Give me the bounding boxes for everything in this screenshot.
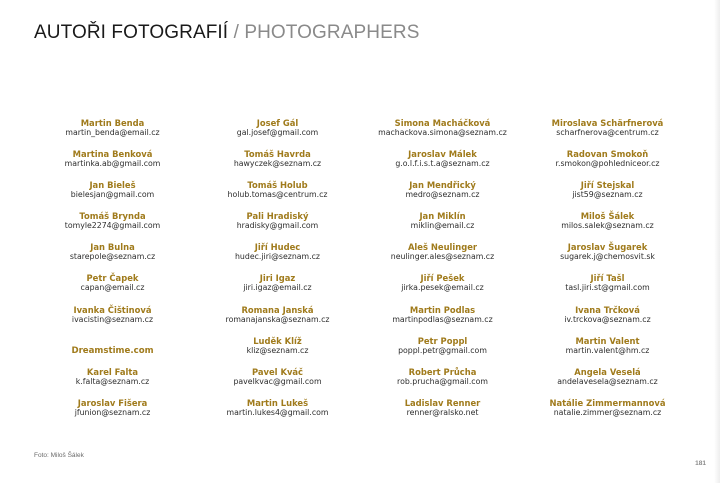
- photographer-name: Pavel Kváč: [251, 366, 304, 377]
- photographer-name: Pali Hradiský: [246, 211, 309, 222]
- photographer-email[interactable]: milos.salek@seznam.cz: [561, 221, 654, 231]
- photographer-entry: [30, 242, 195, 273]
- page-edge-shadow: [714, 0, 720, 483]
- photographer-entry: [525, 180, 690, 211]
- photographer-column-4: [525, 118, 690, 429]
- photographer-name: Tomáš Holub: [247, 180, 308, 191]
- photographer-name: Jan Miklín: [419, 211, 466, 222]
- photographer-email[interactable]: r.smokon@pohledniceor.cz: [555, 159, 660, 169]
- photographer-email[interactable]: hudec.jiri@seznam.cz: [234, 252, 321, 262]
- photographer-entry: [195, 305, 360, 336]
- photographer-email[interactable]: martin.lukes4@gmail.com: [226, 407, 329, 417]
- photographer-email[interactable]: natalie.zimmer@seznam.cz: [553, 407, 662, 417]
- photographer-entry: [30, 305, 195, 336]
- photographer-name: Jaroslav Fišera: [77, 397, 148, 408]
- photographer-entry: [525, 242, 690, 273]
- photographer-email[interactable]: ivacistin@seznam.cz: [71, 314, 154, 324]
- photographer-entry: [30, 180, 195, 211]
- photographer-entry: [360, 180, 525, 211]
- photographer-entry: [525, 336, 690, 367]
- photographer-name: Jiri Igaz: [259, 273, 296, 284]
- photographer-entry: [525, 367, 690, 398]
- title-separator: /: [228, 22, 245, 43]
- photographer-entry: [525, 149, 690, 180]
- photographer-entry: [195, 336, 360, 367]
- photographer-name: Miroslava Schärfnerová: [551, 118, 664, 128]
- photographer-name: Jiří Hudec: [254, 242, 301, 253]
- photographer-entry: [195, 273, 360, 304]
- photographer-name: Radovan Smokoň: [566, 149, 649, 160]
- photographer-email[interactable]: martin.valent@hm.cz: [565, 345, 650, 355]
- photographer-email[interactable]: jist59@seznam.cz: [572, 190, 643, 200]
- photographer-entry: [360, 149, 525, 180]
- photographer-name: Karel Falta: [86, 366, 139, 377]
- photographer-entry: [360, 367, 525, 398]
- photographer-email[interactable]: hradisky@gmail.com: [236, 221, 319, 231]
- photographer-email[interactable]: martinka.ab@gmail.com: [64, 159, 161, 169]
- photographer-email[interactable]: sugarek.j@chemosvit.sk: [560, 252, 655, 262]
- photographer-name: Ladislav Renner: [404, 397, 481, 408]
- photographer-entry: [360, 305, 525, 336]
- photographer-entry: [30, 118, 195, 149]
- photographer-name: Martin Benda: [80, 118, 145, 128]
- photographer-entry: [360, 118, 525, 149]
- photographer-name: Martin Valent: [575, 335, 640, 346]
- photographer-email[interactable]: capan@email.cz: [80, 283, 145, 293]
- photographer-email[interactable]: g.o.l.f.i.s.t.a@seznam.cz: [395, 159, 490, 169]
- photographer-email[interactable]: neulinger.ales@seznam.cz: [390, 252, 495, 262]
- photographer-email[interactable]: iv.trckova@seznam.cz: [564, 314, 651, 324]
- photographer-email[interactable]: jirka.pesek@email.cz: [401, 283, 484, 293]
- photographer-email[interactable]: tasl.jiri.st@gmail.com: [565, 283, 650, 293]
- photographer-name: Dreamstime.com: [71, 346, 154, 357]
- photographer-column-2: [195, 118, 360, 429]
- photographer-entry: [525, 305, 690, 336]
- photographer-name: Jaroslav Málek: [408, 149, 477, 160]
- photographer-email[interactable]: machackova.simona@seznam.cz: [378, 128, 507, 137]
- photographer-entry: [360, 242, 525, 273]
- photographer-entry: [360, 211, 525, 242]
- photo-credit-caption: Foto: Miloš Šálek: [34, 452, 84, 459]
- photographer-name: Petr Čapek: [86, 273, 139, 284]
- photographer-email[interactable]: martin_benda@email.cz: [65, 128, 160, 137]
- photographer-email[interactable]: hawyczek@seznam.cz: [233, 159, 322, 169]
- photographer-name: Simona Macháčková: [394, 118, 491, 128]
- photographer-email[interactable]: scharfnerova@centrum.cz: [556, 128, 659, 137]
- photographer-name: Tomáš Brynda: [79, 211, 146, 222]
- photographer-name: Ivana Trčková: [575, 304, 640, 315]
- photographer-name: Tomáš Havrda: [244, 149, 311, 160]
- photographer-name: Jan Bieleš: [89, 180, 136, 191]
- photographer-name: Martin Lukeš: [246, 397, 309, 408]
- photographer-entry: [30, 336, 195, 367]
- photographer-email[interactable]: martinpodlas@seznam.cz: [392, 314, 493, 324]
- photographer-name: Jiří Tašl: [590, 273, 625, 284]
- photographer-email[interactable]: k.falta@seznam.cz: [75, 376, 150, 386]
- photographer-entry: [30, 367, 195, 398]
- photographer-columns: [30, 118, 690, 429]
- photographer-email[interactable]: gal.josef@gmail.com: [236, 128, 319, 137]
- photographer-entry: [525, 211, 690, 242]
- photographer-name: Petr Poppl: [417, 335, 468, 346]
- photographer-name: Jan Bulna: [90, 242, 135, 253]
- photographer-email[interactable]: medro@seznam.cz: [405, 190, 480, 200]
- photographer-email[interactable]: renner@ralsko.net: [406, 407, 479, 417]
- photographer-email[interactable]: rob.prucha@gmail.com: [397, 376, 488, 386]
- photographer-entry: [195, 180, 360, 211]
- photographer-name: Miloš Šálek: [580, 211, 635, 222]
- photographer-entry: [195, 118, 360, 149]
- photographer-email[interactable]: kliz@seznam.cz: [246, 345, 309, 355]
- photographer-name: Martin Podlas: [409, 304, 476, 315]
- title-main: AUTOŘI FOTOGRAFIÍ: [34, 22, 229, 43]
- photographer-name: Ivanka Čištinová: [73, 304, 152, 315]
- photographer-email[interactable]: tomyle2274@gmail.com: [64, 221, 161, 231]
- photographer-email[interactable]: andelavesela@seznam.cz: [557, 376, 658, 386]
- photographer-entry: [360, 273, 525, 304]
- photographer-column-3: [360, 118, 525, 429]
- photographer-entry: [195, 398, 360, 429]
- photographer-entry: [525, 398, 690, 429]
- photographer-email[interactable]: poppl.petr@gmail.com: [398, 345, 487, 355]
- photographer-entry: [525, 273, 690, 304]
- photographer-email[interactable]: pavelkvac@gmail.com: [233, 376, 322, 386]
- page-number: 181: [695, 460, 706, 467]
- photographer-email[interactable]: holub.tomas@centrum.cz: [227, 190, 328, 200]
- photographer-entry: [30, 149, 195, 180]
- photographer-name: Aleš Neulinger: [407, 242, 478, 253]
- photographer-name: Josef Gál: [256, 118, 299, 128]
- photographer-entry: [360, 398, 525, 429]
- photographer-entry: [360, 336, 525, 367]
- photographer-entry: [525, 118, 690, 149]
- photographer-name: Jiří Pešek: [420, 273, 465, 284]
- photographer-email[interactable]: jfunion@seznam.cz: [74, 407, 151, 417]
- photographer-name: Luděk Klíž: [253, 335, 302, 346]
- photographer-name: Jaroslav Šugarek: [567, 242, 648, 253]
- photographer-name: Jiří Stejskal: [580, 180, 635, 191]
- photographer-entry: [195, 149, 360, 180]
- photographer-column-1: [30, 118, 195, 429]
- photographer-entry: [195, 367, 360, 398]
- photographer-name: Jan Mendřický: [409, 180, 476, 191]
- photographer-email[interactable]: miklin@email.cz: [410, 221, 475, 231]
- photographer-name: Romana Janská: [241, 304, 314, 315]
- photographer-name: Martina Benková: [72, 149, 153, 160]
- photographer-email[interactable]: jiri.igaz@email.cz: [243, 283, 312, 293]
- photographer-name: Robert Průcha: [408, 366, 477, 377]
- photographer-email[interactable]: romanajanska@seznam.cz: [225, 314, 330, 324]
- title-sub: PHOTOGRAPHERS: [244, 22, 420, 43]
- photographer-email[interactable]: bielesjan@gmail.com: [70, 190, 155, 200]
- photographer-name: Angela Veselá: [574, 366, 641, 377]
- photographer-email[interactable]: starepole@seznam.cz: [69, 252, 156, 262]
- photographer-name: Natálie Zimmermannová: [549, 397, 666, 408]
- photographer-entry: [30, 398, 195, 429]
- photographer-entry: [195, 242, 360, 273]
- photographer-entry: [195, 211, 360, 242]
- photographer-entry: [30, 211, 195, 242]
- page-title: [34, 22, 419, 44]
- photographer-entry: [30, 273, 195, 304]
